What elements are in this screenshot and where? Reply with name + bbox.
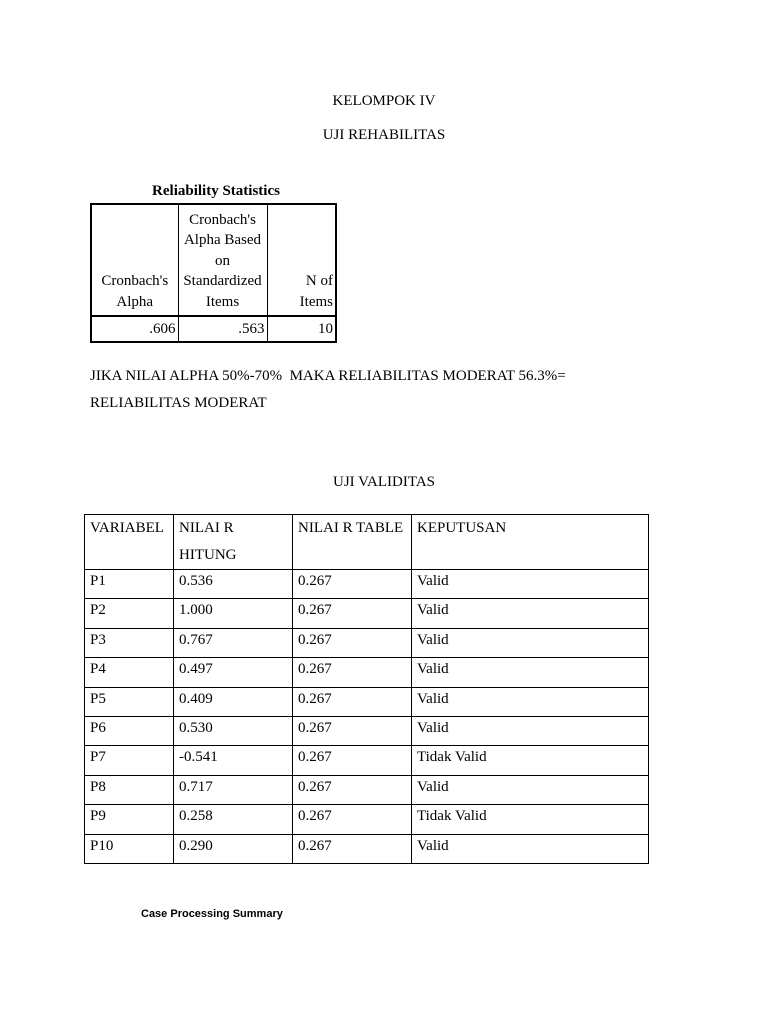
document-subtitle: UJI REHABILITAS (322, 127, 446, 143)
reliability-header-row (91, 204, 336, 316)
cell-nilai-r-hitung: 0.290 (174, 834, 293, 863)
table-row (85, 805, 649, 834)
validity-header-row (85, 515, 649, 570)
cell-keputusan: Valid (412, 775, 649, 804)
cell-variabel: P2 (85, 599, 174, 628)
cell-nilai-r-table: 0.267 (293, 658, 412, 687)
header-cronbach-alpha: Cronbach's Alpha (91, 204, 178, 316)
cell-variabel: P9 (85, 805, 174, 834)
cell-nilai-r-hitung: 0.536 (174, 570, 293, 599)
table-row (85, 570, 649, 599)
table-row (85, 687, 649, 716)
cell-nilai-r-table: 0.267 (293, 716, 412, 745)
header-variabel: VARIABEL (85, 515, 174, 570)
table-row (85, 628, 649, 657)
cell-nilai-r-table: 0.267 (293, 687, 412, 716)
conclusion-line: JIKA NILAI ALPHA 50%-70% MAKA RELIABILITAS MODERAT 56.3%= (90, 368, 566, 384)
reliability-table (90, 203, 337, 343)
cell-nilai-r-table: 0.267 (293, 628, 412, 657)
cell-variabel: P7 (85, 746, 174, 775)
cell-variabel: P1 (85, 570, 174, 599)
reliability-value-row (91, 316, 336, 342)
cell-nilai-r-hitung: 0.530 (174, 716, 293, 745)
header-n-items: N of Items (267, 204, 336, 316)
cell-nilai-r-hitung: 0.409 (174, 687, 293, 716)
value-cronbach-alpha: .606 (91, 316, 178, 342)
table-row (85, 658, 649, 687)
cell-variabel: P8 (85, 775, 174, 804)
case-processing-summary-title: Case Processing Summary (141, 908, 283, 920)
validity-heading: UJI VALIDITAS (333, 474, 435, 490)
table-row (85, 834, 649, 863)
cell-nilai-r-table: 0.267 (293, 599, 412, 628)
cell-nilai-r-table: 0.267 (293, 805, 412, 834)
cell-keputusan: Valid (412, 834, 649, 863)
cell-variabel: P10 (85, 834, 174, 863)
cell-variabel: P4 (85, 658, 174, 687)
cell-nilai-r-hitung: 0.258 (174, 805, 293, 834)
value-n-items: 10 (267, 316, 336, 342)
table-row (85, 775, 649, 804)
document-title: KELOMPOK IV (332, 93, 436, 109)
table-row (85, 716, 649, 745)
value-standardized-alpha: .563 (178, 316, 267, 342)
cell-variabel: P6 (85, 716, 174, 745)
cell-nilai-r-table: 0.267 (293, 746, 412, 775)
cell-nilai-r-table: 0.267 (293, 834, 412, 863)
cell-keputusan: Valid (412, 687, 649, 716)
cell-keputusan: Valid (412, 658, 649, 687)
table-row (85, 746, 649, 775)
conclusion-line: RELIABILITAS MODERAT (90, 395, 267, 411)
header-nilai-r-table: NILAI R TABLE (293, 515, 412, 570)
cell-nilai-r-table: 0.267 (293, 775, 412, 804)
cell-nilai-r-hitung: 1.000 (174, 599, 293, 628)
cell-nilai-r-hitung: 0.767 (174, 628, 293, 657)
cell-keputusan: Valid (412, 716, 649, 745)
header-standardized-alpha: Cronbach's Alpha Based on Standardized Items (178, 204, 267, 316)
cell-keputusan: Valid (412, 570, 649, 599)
cell-nilai-r-hitung: 0.497 (174, 658, 293, 687)
cell-keputusan: Valid (412, 628, 649, 657)
reliability-caption: Reliability Statistics (152, 183, 280, 199)
cell-nilai-r-hitung: -0.541 (174, 746, 293, 775)
cell-keputusan: Valid (412, 599, 649, 628)
cell-variabel: P5 (85, 687, 174, 716)
cell-keputusan: Tidak Valid (412, 805, 649, 834)
cell-nilai-r-hitung: 0.717 (174, 775, 293, 804)
cell-nilai-r-table: 0.267 (293, 570, 412, 599)
cell-variabel: P3 (85, 628, 174, 657)
table-row (85, 599, 649, 628)
cell-keputusan: Tidak Valid (412, 746, 649, 775)
validity-table (84, 514, 649, 864)
header-nilai-r-hitung: NILAI R HITUNG (174, 515, 293, 570)
header-keputusan: KEPUTUSAN (412, 515, 649, 570)
